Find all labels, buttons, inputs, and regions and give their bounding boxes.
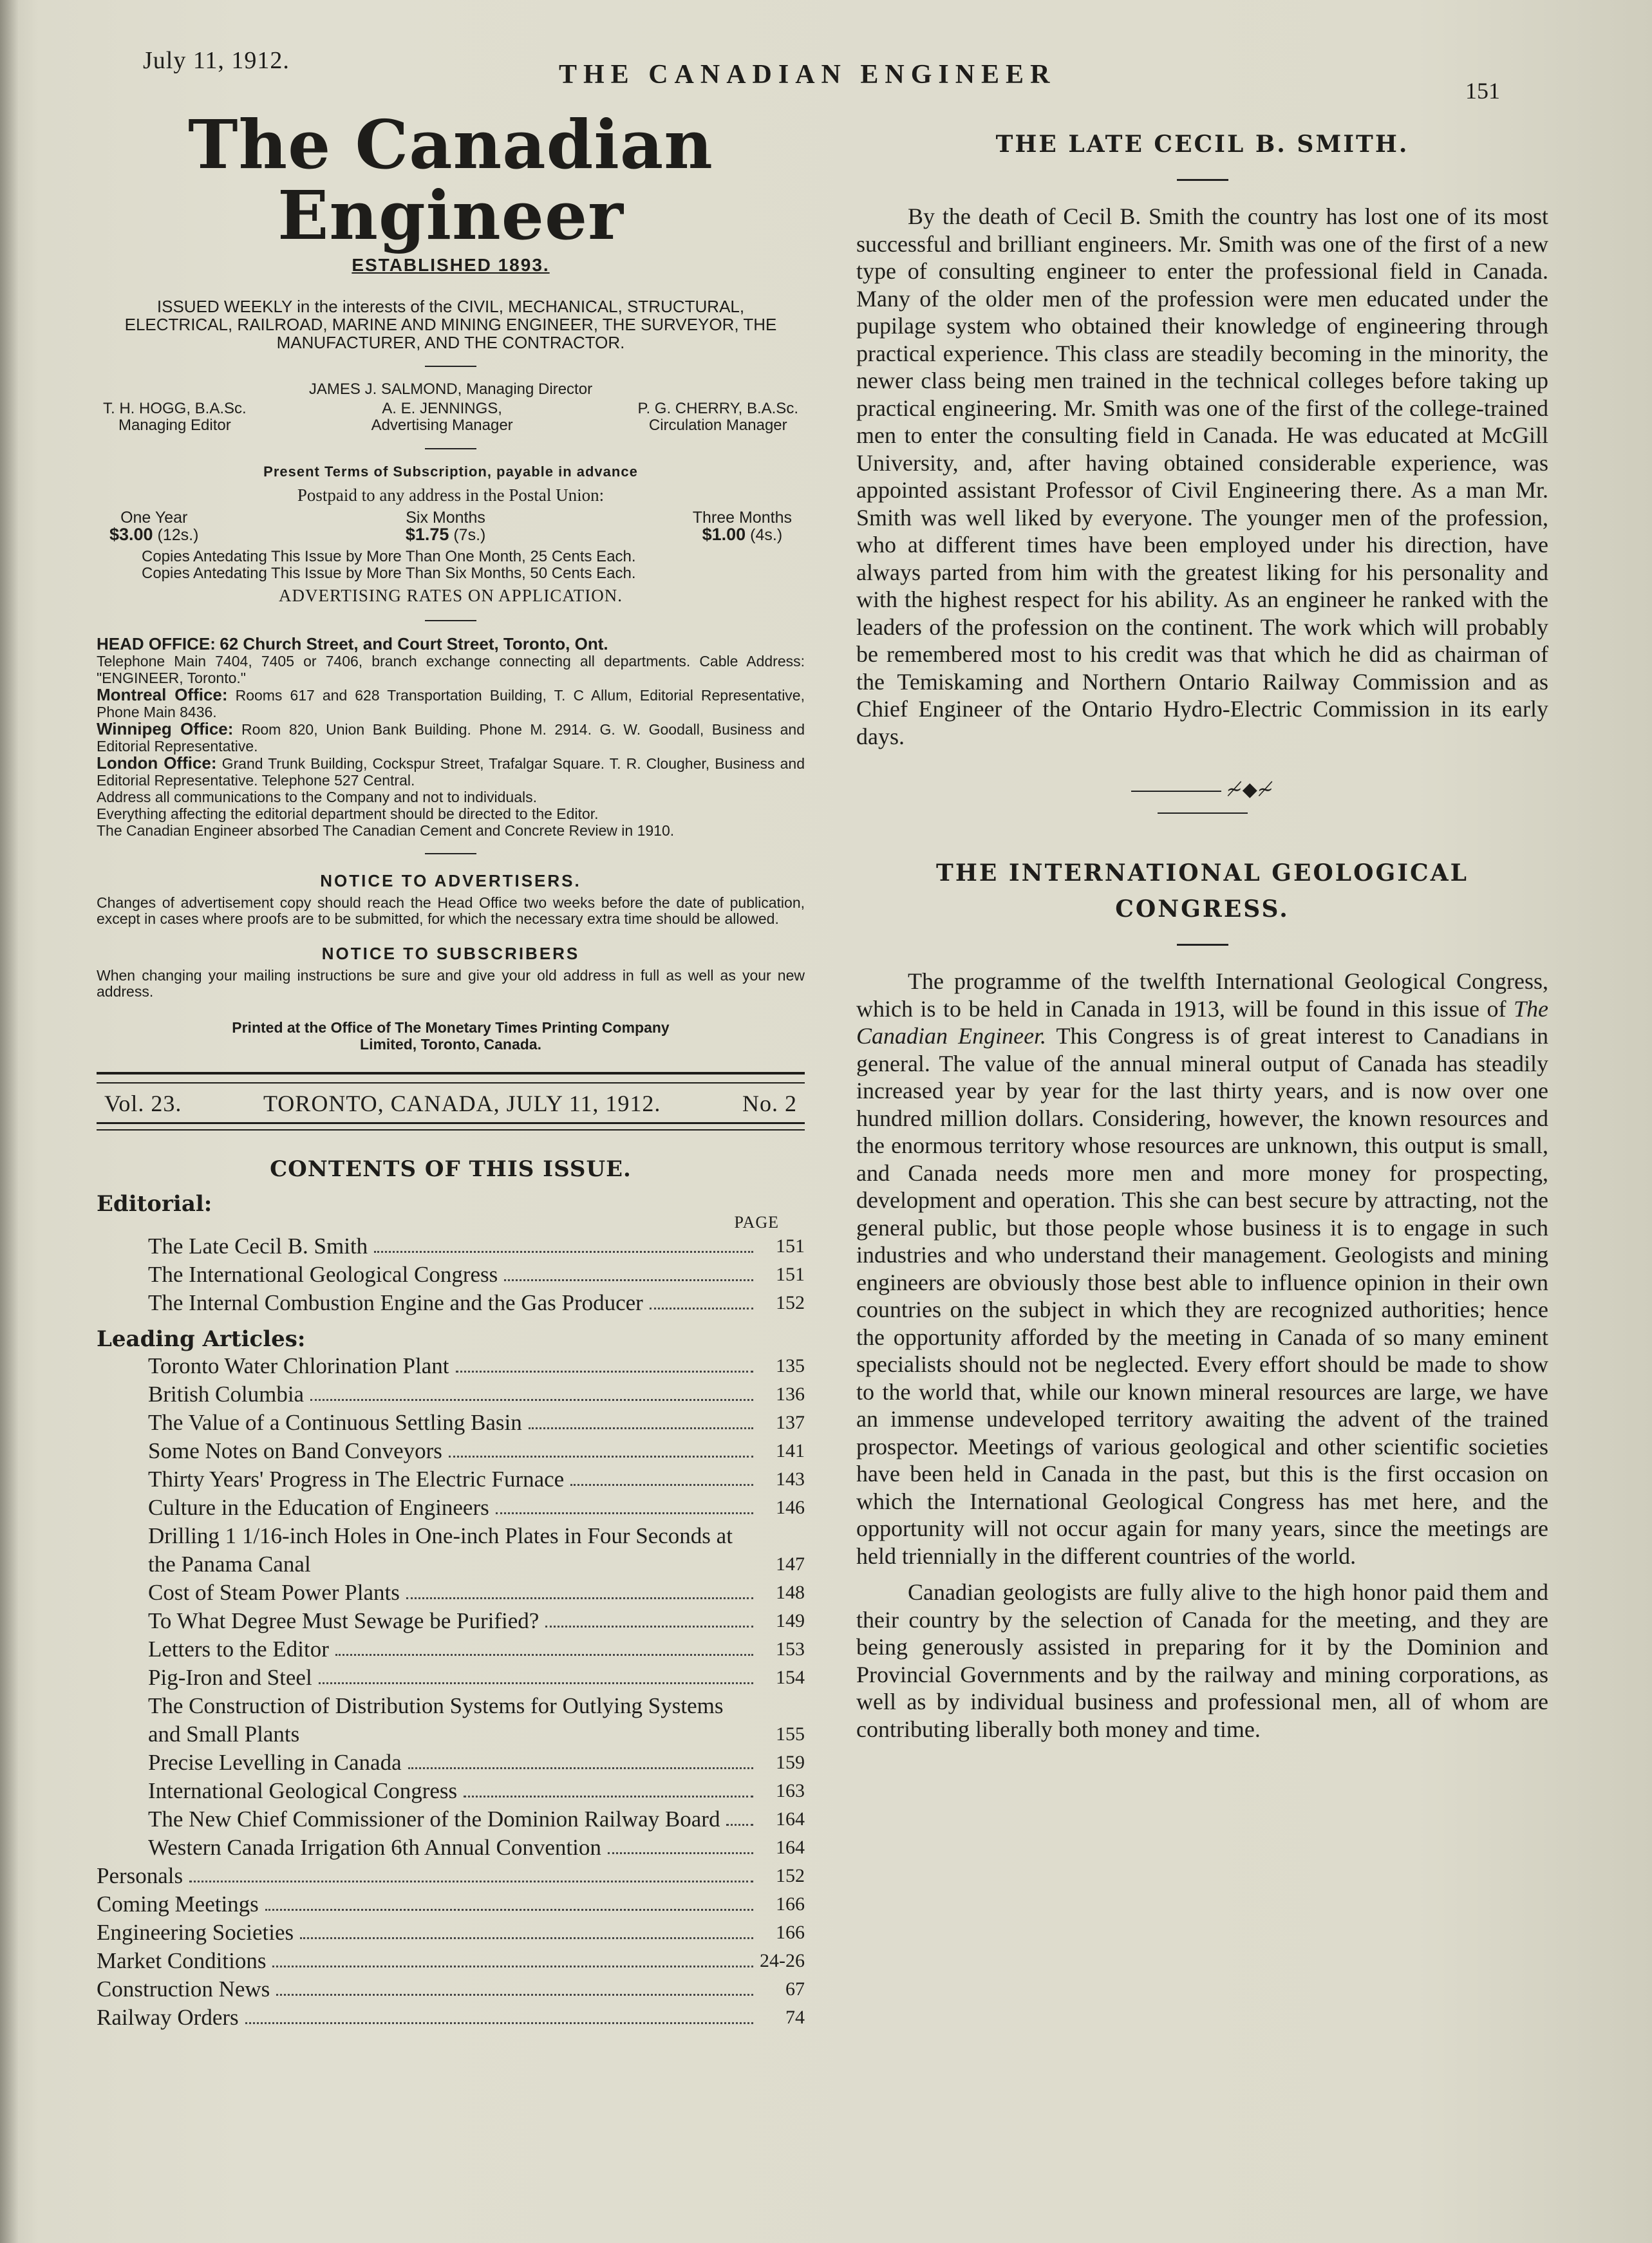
toc-entry-page: 146 <box>776 1497 805 1518</box>
toc-entry-page: 24-26 <box>760 1950 805 1971</box>
toc-leading-list <box>97 1352 805 1862</box>
toc-leader-dots <box>456 1371 754 1373</box>
toc-entry-page: 159 <box>776 1752 805 1773</box>
toc-entry <box>97 1664 805 1692</box>
toc-entry <box>97 1465 805 1494</box>
toc-leader-dots <box>504 1279 753 1281</box>
toc-entry <box>97 1232 805 1261</box>
toc-entry <box>97 1635 805 1664</box>
toc-entry-page: 151 <box>776 1264 805 1285</box>
toc-entry-title: Some Notes on Band Conveyors <box>148 1438 442 1463</box>
toc-entry-title: Drilling 1 1/16-inch Holes in One-inch Plates in Four Seconds at the Panama Canal <box>148 1523 733 1577</box>
toc-entry-page: 141 <box>776 1440 805 1461</box>
double-rule <box>97 1122 805 1131</box>
toc-entry <box>97 1805 805 1834</box>
toc-entry-page: 137 <box>776 1412 805 1433</box>
toc-leader-dots <box>570 1484 753 1486</box>
article-heading-cecil-smith: THE LATE CECIL B. SMITH. <box>995 131 1409 158</box>
toc-entry <box>97 1437 805 1465</box>
toc-entry <box>97 1607 805 1635</box>
toc-editorial-list <box>97 1232 805 1317</box>
toc-leader-dots <box>310 1399 753 1401</box>
toc-entry-title: Precise Levelling in Canada <box>148 1750 402 1775</box>
toc-entry-page: 166 <box>776 1922 805 1943</box>
toc-leader-dots <box>189 1881 753 1882</box>
toc-leader-dots <box>449 1456 753 1458</box>
ornament-divider: ≁◆≁ <box>1087 778 1319 823</box>
binding-shadow <box>0 0 19 2243</box>
running-head-date: July 11, 1912. <box>143 47 290 74</box>
page-number: 151 <box>1465 78 1500 104</box>
advertising-credit: A. E. JENNINGS, Advertising Manager <box>371 400 513 434</box>
toc-entry-title: The Late Cecil B. Smith <box>148 1234 368 1259</box>
price-six-months: Six Months $1.75 (7s.) <box>405 509 486 544</box>
toc-entry <box>97 1777 805 1805</box>
toc-entry-title: Market Conditions <box>97 1948 267 1973</box>
notice-subscribers-text: When changing your mailing instructions be sure and give your old address in full as well as your new address. <box>97 967 805 1000</box>
toc-entry <box>97 1409 805 1437</box>
toc-leader-dots <box>300 1937 753 1939</box>
toc-entry <box>97 1692 805 1749</box>
toc-entry <box>97 1890 805 1919</box>
toc-entry <box>97 1579 805 1607</box>
postpaid-line: Postpaid to any address in the Postal Union: <box>297 485 605 505</box>
managing-director: JAMES J. SALMOND, Managing Director <box>308 380 593 398</box>
toc-leader-dots <box>650 1308 753 1309</box>
toc-entry-title: Personals <box>97 1863 183 1888</box>
toc-entry <box>97 1862 805 1890</box>
notice-advertisers-heading: NOTICE TO ADVERTISERS. <box>320 871 581 890</box>
toc-entry <box>97 1352 805 1380</box>
toc-entry-title: Western Canada Irrigation 6th Annual Convention <box>148 1835 601 1860</box>
toc-entry <box>97 1749 805 1777</box>
toc-leader-dots <box>319 1682 753 1684</box>
article-body-cecil-smith: By the death of Cecil B. Smith the country has lost one of its most successful and brilliant engineers. Mr. Smith was one of the first of a new type of consulting engineer to enter the professional field in Canada. Many of the older men of the profession were men educated under the pupilage system who obtained their knowledge of engineering through practical experience. This class are steadily becoming in the minority, the newer class being men trained in the technical colleges before taking up practical engineering. Mr. Smith was one of the first of the college-trained men to enter the consulting field in Canada. He was educated at McGill University, and, after having obtained considerable experience, was appointed assistant Professor of Civil Engineering there. As a man Mr. Smith was well liked by everyone. The younger men of the profession, who at different times have been employed under his direction, have always parted from him with the greatest liking for his personality and with the highest respect for his ability. As an engineer he ranked with the leaders of the profession on the continent. The work which will probably be remembered most to his credit was that which he did as chairman of the Temiskaming and Northern Ontario Railway Commission and as Chief Engineer of the Ontario Hydro-Electric Commission in its early days. <box>856 203 1548 749</box>
toc-entry-page: 164 <box>776 1808 805 1830</box>
toc-entry-title: British Columbia <box>148 1382 305 1407</box>
toc-entry-title: Railway Orders <box>97 2005 239 2030</box>
toc-leader-dots <box>464 1796 753 1797</box>
toc-leader-dots <box>529 1427 753 1429</box>
editor-credit: T. H. HOGG, B.A.Sc. Managing Editor <box>103 400 247 434</box>
divider <box>1177 179 1228 181</box>
offices-block: HEAD OFFICE: 62 Church Street, and Court Street, Toronto, Ont. Telephone Main 7404, 7405 or 7406, branch exchange connecting all departments. Cable Address: "ENGINEER, Toronto." Montreal Office: Rooms 617 and 628 Transportation Building, T. C Allum, Editorial Representative, Phone Main 8436. Winnipeg Office: Room 820, Union Bank Building. Phone M. 2914. G. W. Goodall, Business and Editorial Representative. London Office: Grand Trunk Building, Cockspur Street, Trafalgar Square. T. R. Clougher, Business and Editorial Representative. Telephone 527 Central. Address all communications to the Company and not to individuals. Everything affecting the editorial department should be directed to the Editor. The Canadian Engineer absorbed The Canadian Cement and Concrete Review in 1910. <box>97 634 805 839</box>
contents-heading: CONTENTS OF THIS ISSUE. <box>270 1156 632 1182</box>
toc-leader-dots <box>496 1512 753 1514</box>
volume-line: Vol. 23. TORONTO, CANADA, JULY 11, 1912. No. 2 <box>104 1091 797 1116</box>
circulation-credit: P. G. CHERRY, B.A.Sc. Circulation Manager <box>637 400 798 434</box>
toc-entry-title: Cost of Steam Power Plants <box>148 1580 400 1605</box>
toc-departments-list <box>97 1862 805 2032</box>
toc-entry-page: 152 <box>776 1292 805 1313</box>
toc-entry-page: 135 <box>776 1355 805 1376</box>
toc-entry-page: 136 <box>776 1384 805 1405</box>
toc-entry-page: 166 <box>776 1893 805 1915</box>
article-heading-geological-congress: THE INTERNATIONAL GEOLOGICAL CONGRESS. <box>936 859 1469 923</box>
toc-entry-title: Engineering Societies <box>97 1920 294 1945</box>
toc-entry <box>97 2004 805 2032</box>
toc-leader-dots <box>265 1909 753 1911</box>
toc-entry-page: 74 <box>785 2007 805 2028</box>
toc-entry-page: 67 <box>785 1978 805 2000</box>
toc-entry-title: The International Geological Congress <box>148 1262 498 1287</box>
back-copies-note: Copies Antedating This Issue by More Than One Month, 25 Cents Each. Copies Antedating This Issue by More Than Six Months, 50 Cents Each. <box>142 548 636 582</box>
staff-block <box>97 381 805 434</box>
toc-entry-title: Construction News <box>97 1976 270 2002</box>
divider <box>425 853 476 854</box>
articles-column <box>856 126 1548 1743</box>
toc-entry <box>97 1380 805 1409</box>
toc-entry-title: The Construction of Distribution Systems for Outlying Systems and Small Plants <box>148 1693 724 1747</box>
toc-entry-title: The New Chief Commissioner of the Dominion Railway Board <box>148 1807 720 1832</box>
toc-entry-page: 143 <box>776 1469 805 1490</box>
toc-entry <box>97 1975 805 2004</box>
running-head-title: THE CANADIAN ENGINEER <box>559 60 1056 89</box>
toc-entry-page: 147 <box>776 1553 805 1575</box>
toc-leader-dots <box>408 1767 753 1769</box>
toc-entry <box>97 1289 805 1317</box>
toc-entry-page: 152 <box>776 1865 805 1886</box>
toc-entry <box>97 1261 805 1289</box>
notice-subscribers-heading: NOTICE TO SUBSCRIBERS <box>321 944 580 963</box>
toc-leader-dots <box>245 2022 753 2024</box>
toc-entry-title: The Value of a Continuous Settling Basin <box>148 1410 522 1435</box>
toc-leader-dots <box>335 1654 753 1656</box>
divider <box>425 448 476 449</box>
toc-entry-title: Pig-Iron and Steel <box>148 1665 312 1690</box>
issued-statement: ISSUED WEEKLY in the interests of the CIVIL, MECHANICAL, STRUCTURAL, ELECTRICAL, RAILROAD, MARINE AND MINING ENGINEER, THE SURVEYOR, THE MANUFACTURER, AND THE CONTRACTOR. <box>124 297 777 352</box>
notice-advertisers-text: Changes of advertisement copy should reach the Head Office two weeks before the date of publication, except in cases where proofs are to be submitted, for which the necessary extra time should be allowed. <box>97 894 805 927</box>
toc-leader-dots <box>276 1994 753 1996</box>
toc-entry <box>97 1919 805 1947</box>
toc-leader-dots <box>608 1852 753 1854</box>
toc-entry-title: Toronto Water Chlorination Plant <box>148 1353 449 1378</box>
masthead-column <box>97 105 805 2032</box>
article-body-paragraph: Canadian geologists are fully alive to the high honor paid them and their country by the selection of Canada for the meeting, and they are being generously assisted in preparing for it by the Dominion and Provincial Governments and by the railway and mining corporations, as well as by individual business and professional men, all of whom are contributing liberally both money and time. <box>856 1579 1548 1742</box>
printer-credit: Printed at the Office of The Monetary Times Printing Company Limited, Toronto, Canada. <box>232 1019 670 1053</box>
toc-leader-dots <box>545 1626 753 1628</box>
toc-leader-dots <box>374 1251 753 1253</box>
established-line: ESTABLISHED 1893. <box>352 255 550 275</box>
subscription-heading: Present Terms of Subscription, payable in advance <box>263 464 638 480</box>
toc-entry <box>97 1947 805 1975</box>
page-column-label: PAGE <box>734 1213 779 1232</box>
toc-entry <box>97 1834 805 1862</box>
divider <box>425 620 476 621</box>
toc-entry-title: Culture in the Education of Engineers <box>148 1495 489 1520</box>
toc-entry-page: 164 <box>776 1837 805 1858</box>
editorial-heading: Editorial: <box>97 1191 212 1217</box>
toc-entry-title: Coming Meetings <box>97 1891 259 1917</box>
toc-entry-title: To What Degree Must Sewage be Purified? <box>148 1608 540 1633</box>
subscription-prices <box>97 509 805 543</box>
advertising-rates-line: ADVERTISING RATES ON APPLICATION. <box>279 586 623 605</box>
toc-entry <box>97 1522 805 1579</box>
masthead-title: The Canadian Engineer <box>188 105 713 255</box>
leading-articles-heading: Leading Articles: <box>97 1326 306 1352</box>
divider <box>425 366 476 367</box>
toc-entry-title: International Geological Congress <box>148 1778 458 1803</box>
toc-leader-dots <box>272 1966 753 1967</box>
article-body-paragraph: The programme of the twelfth International Geological Congress, which is to be held in Canada in 1913, will be found in this issue of The Canadian Engineer. This Congress is of great interest to Canadians in general. The value of the annual mineral output of Canada has steadily increased year by year for the last thirty years, and is now over one hundred million dollars. Considering, however, the known resources and the enormous territory whose resources are unknown, this output is small, and Canada needs more men and more money for prospecting, development and operation. This she can best secure by attracting, not the general public, but those people whose business it is to engage in such industries and who understand their management. Geologists and mining engineers are obviously those best able to influence opinion in their own countries on the subject in which they are recognized authorities; hence the opportunity afforded by the meeting in Canada of so many eminent specialists should not be neglected. Every effort should be made to show to the world that, while our known mineral resources are large, we have an immense undeveloped territory awaiting the advent of the trained prospector. Meetings of various geological and other scientific societies have been held in Canada in the past, but this is the first occasion on which the International Geological Congress has met here, and the opportunity will not occur again for many years, since the meetings are held triennially in the different countries of the world. <box>856 968 1548 1569</box>
price-one-year: One Year $3.00 (12s.) <box>109 509 199 544</box>
toc-entry <box>97 1494 805 1522</box>
toc-leader-dots <box>726 1824 753 1826</box>
toc-entry-title: Thirty Years' Progress in The Electric Furnace <box>148 1467 565 1492</box>
toc-entry-title: Letters to the Editor <box>148 1637 329 1662</box>
toc-leader-dots <box>406 1597 753 1599</box>
double-rule <box>97 1072 805 1084</box>
toc-entry-page: 148 <box>776 1582 805 1603</box>
toc-entry-title: The Internal Combustion Engine and the Gas Producer <box>148 1290 643 1315</box>
toc-entry-page: 153 <box>776 1638 805 1660</box>
price-three-months: Three Months $1.00 (4s.) <box>692 509 792 544</box>
toc-entry-page: 163 <box>776 1780 805 1801</box>
toc-entry-page: 154 <box>776 1667 805 1688</box>
toc-entry-page: 155 <box>776 1723 805 1745</box>
toc-entry-page: 151 <box>776 1235 805 1257</box>
toc-entry-page: 149 <box>776 1610 805 1631</box>
divider <box>1177 944 1228 946</box>
